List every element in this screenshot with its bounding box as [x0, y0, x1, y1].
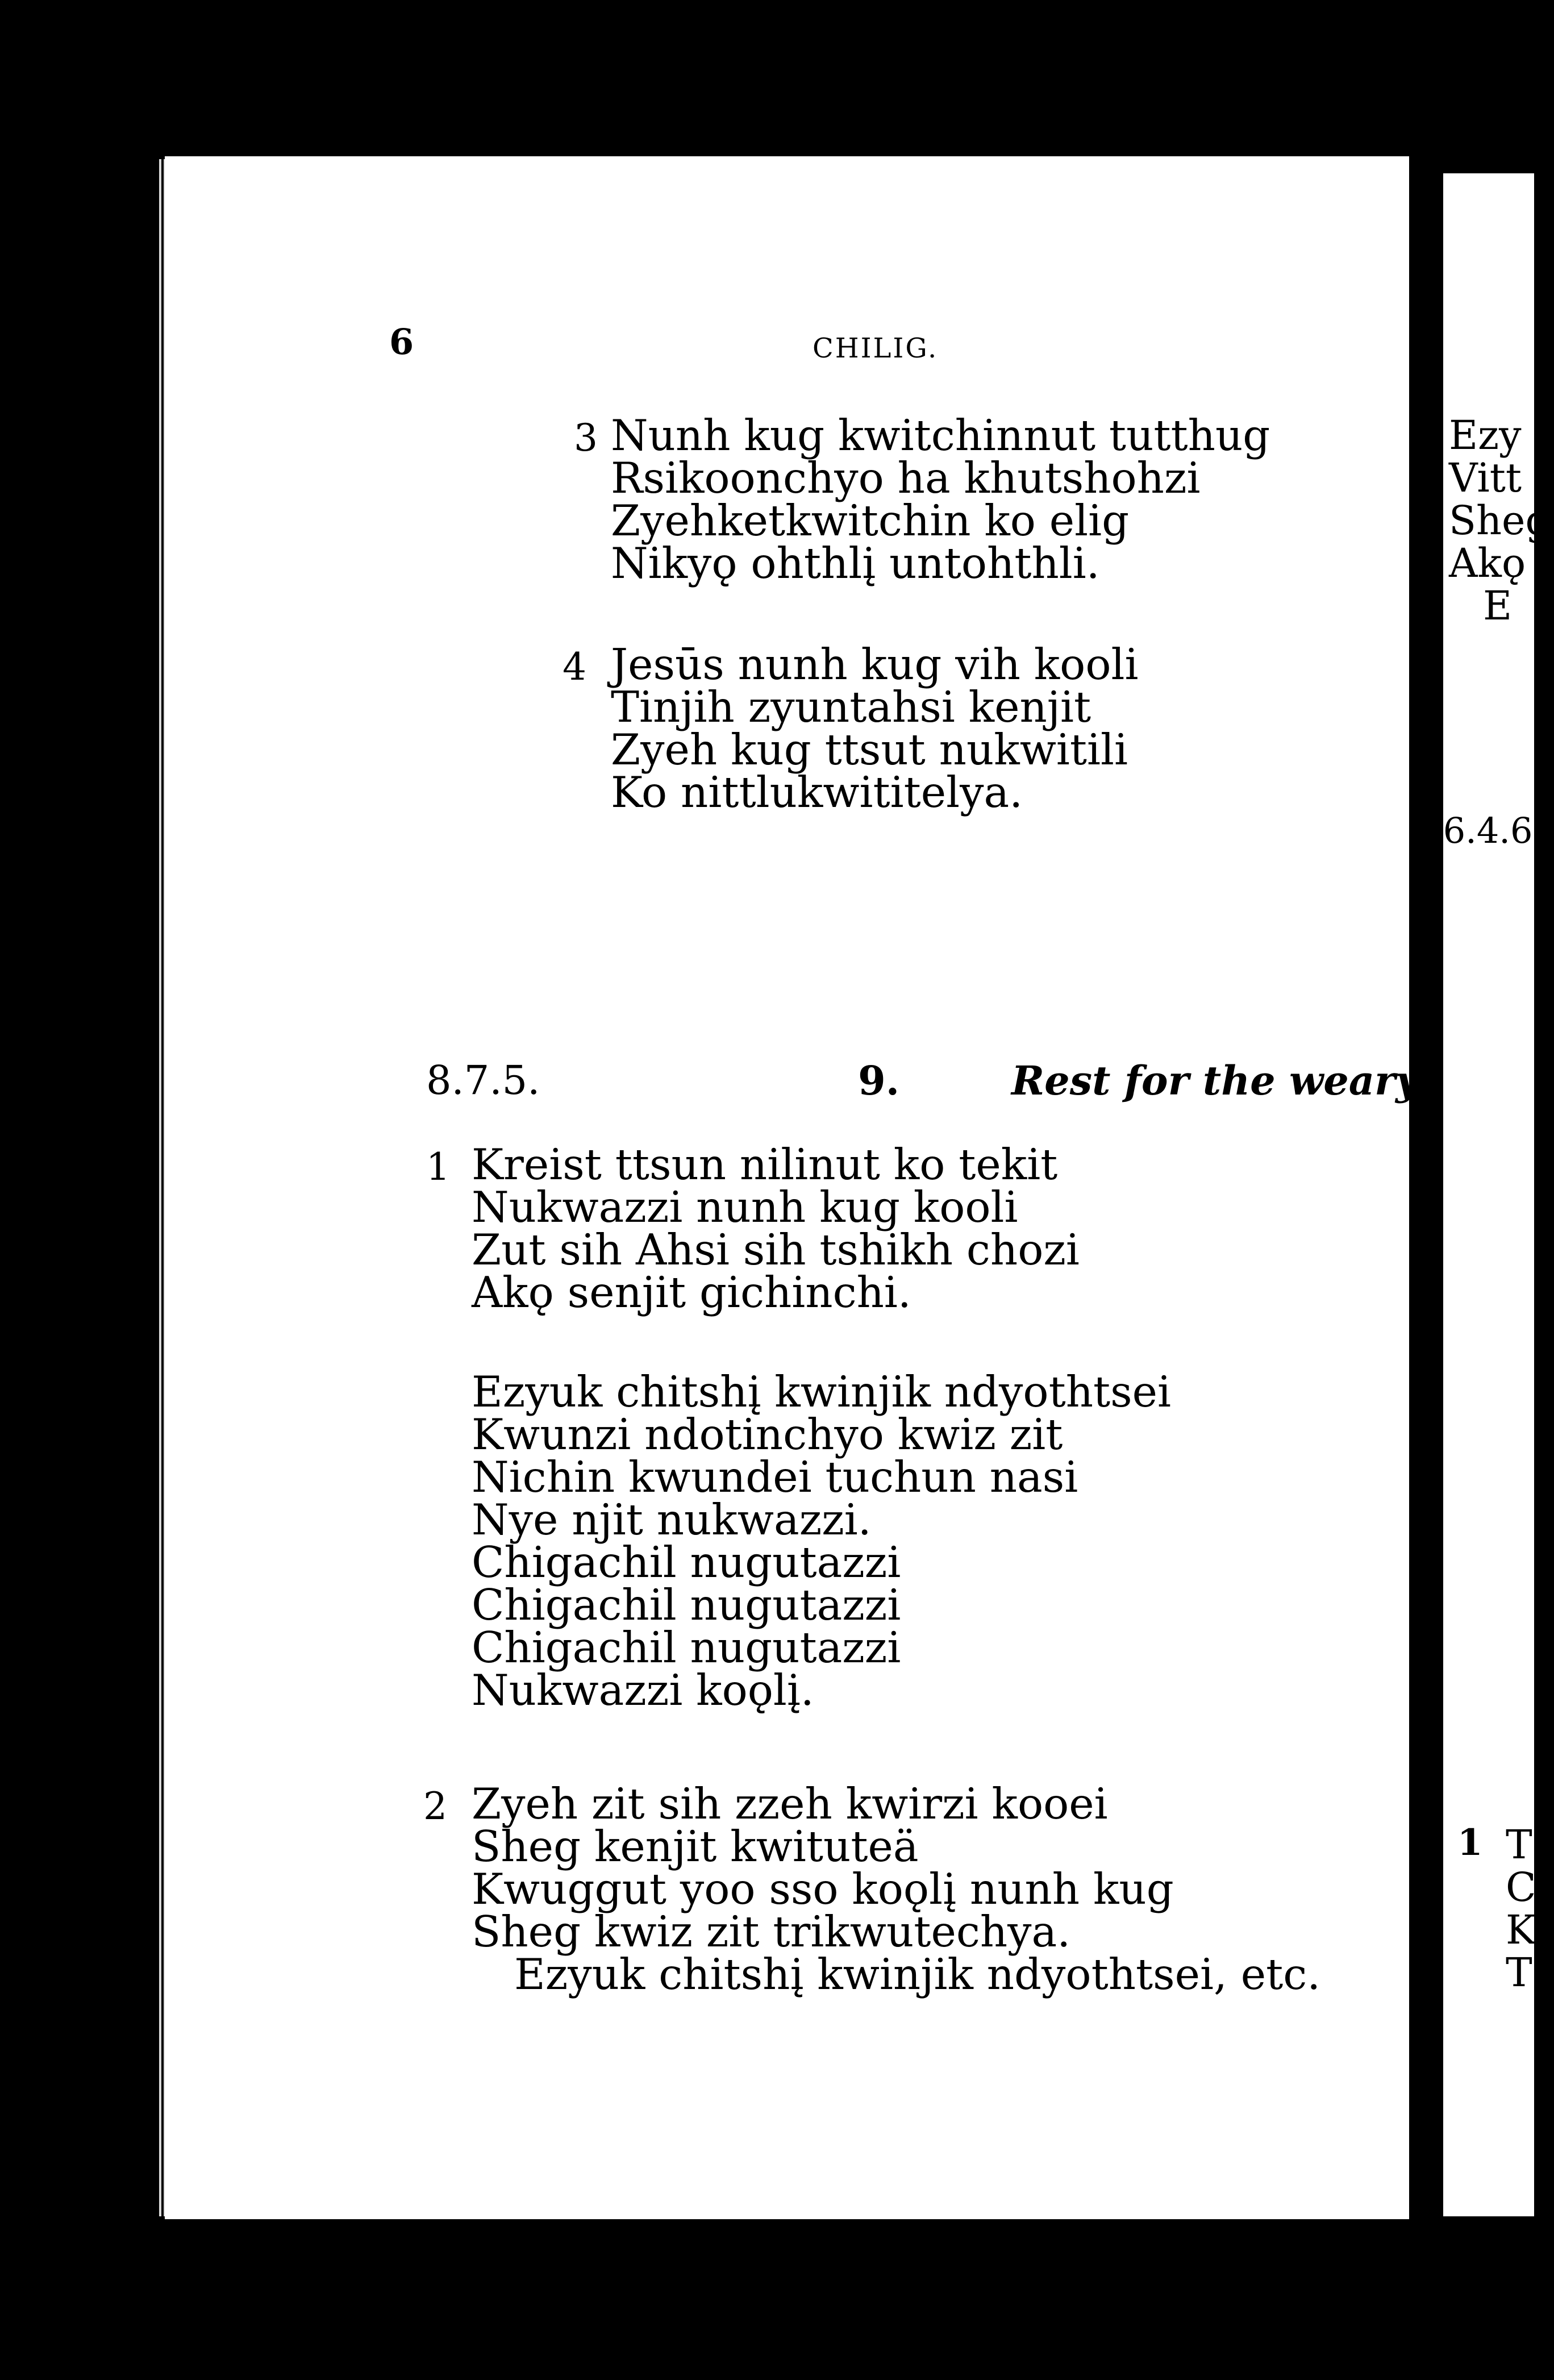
- chorus-line: Nukwazzi koǫlį.: [472, 1665, 814, 1715]
- page-number: 6: [389, 321, 414, 363]
- verse-line: Tinjih zyuntahsi kenjit: [611, 682, 1091, 732]
- verse-line: Rsikoonchyo ha khutshohzi: [611, 453, 1201, 503]
- fragment-meter: .6.4.6.: [1432, 810, 1544, 851]
- verse-line: Sheg kwiz zit trikwutechya.: [472, 1907, 1071, 1957]
- chorus-line: Nichin kwundei tuchun nasi: [472, 1452, 1078, 1502]
- fragment-line: T: [1506, 1821, 1532, 1868]
- fragment-line: Ezy: [1449, 412, 1522, 459]
- verse-line: Zyeh kug ttsut nukwitili: [611, 725, 1128, 775]
- verse-line: Kwuggut yoo sso koǫlį nunh kug: [472, 1864, 1174, 1914]
- verse-number: 2: [423, 1784, 447, 1828]
- fragment-line: C: [1506, 1864, 1536, 1911]
- chorus-line: Ezyuk chitshį kwinjik ndyothtsei: [472, 1367, 1172, 1417]
- fragment-line: K: [1506, 1907, 1536, 1953]
- refrain-cue: Ezyuk chitshį kwinjik ndyothtsei, etc.: [514, 1949, 1321, 1999]
- fragment-line: E: [1483, 582, 1513, 629]
- hymn-meter: 8.7.5.: [426, 1057, 540, 1104]
- verse-number: 4: [563, 645, 586, 689]
- fragment-line: T: [1506, 1949, 1532, 1996]
- verse-number: 3: [574, 416, 598, 460]
- verse-line: Nunh kug kwitchinnut tutthug: [611, 410, 1270, 460]
- verse-line: Kreist ttsun nilinut ko tekit: [472, 1139, 1058, 1189]
- hymn-number: 9.: [858, 1057, 900, 1104]
- facing-page-fragment: [1432, 173, 1551, 2216]
- verse-line: Nikyǫ ohthlį untohthli.: [611, 538, 1100, 588]
- chorus-line: Chigachil nugutazzi: [472, 1580, 901, 1630]
- fragment-line: Sheg: [1449, 497, 1551, 544]
- fragment-verse-number: 1: [1457, 1821, 1483, 1864]
- verse-line: Akǫ senjit gichinchi.: [472, 1267, 911, 1317]
- verse-number: 1: [426, 1145, 450, 1189]
- verse-line: Zyeh zit sih zzeh kwirzi kooei: [472, 1779, 1108, 1829]
- verse-line: Jesūs nunh kug vih kooli: [611, 639, 1139, 689]
- chorus-line: Nye njit nukwazzi.: [472, 1495, 872, 1545]
- verse-line: Zyehketkwitchin ko elig: [611, 496, 1130, 546]
- verse-line: Sheg kenjit kwituteä: [472, 1821, 919, 1871]
- verse-line: Ko nittlukwititelya.: [611, 767, 1023, 817]
- verse-line: Zut sih Ahsi sih tshikh chozi: [472, 1225, 1080, 1275]
- verse-line: Nukwazzi nunh kug kooli: [472, 1182, 1018, 1232]
- fragment-line: Akǫ: [1449, 540, 1526, 586]
- running-title: CHILIG.: [813, 332, 939, 364]
- hymn-title: Rest for the weary.: [1011, 1057, 1428, 1104]
- fragment-line: Vitt: [1449, 455, 1522, 501]
- chorus-line: Chigachil nugutazzi: [472, 1622, 901, 1672]
- chorus-line: Kwunzi ndotinchyo kwiz zit: [472, 1409, 1063, 1459]
- chorus-line: Chigachil nugutazzi: [472, 1537, 901, 1587]
